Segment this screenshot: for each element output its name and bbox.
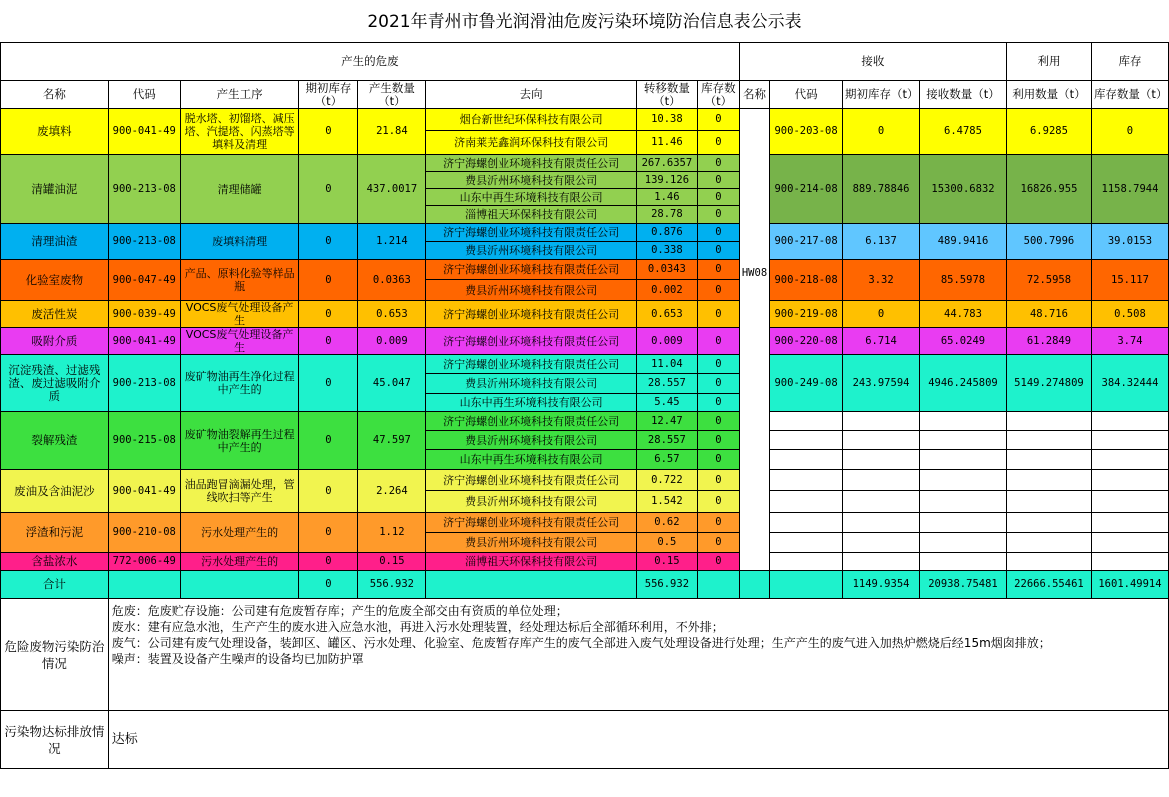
stock-amount: 0 (697, 450, 739, 470)
header-group-row (1, 43, 1169, 81)
destination-company: 山东中再生环境科技有限公司 (426, 450, 637, 470)
receive-code: 900-203-08 (770, 109, 843, 155)
table-row (1, 155, 1169, 172)
waste-process: 废填料清理 (180, 224, 299, 260)
stock-amount: 0 (697, 513, 739, 533)
opening-stock: 0 (299, 224, 358, 260)
receive-used: 61.2849 (1006, 328, 1091, 355)
empty-cell (920, 533, 1007, 553)
waste-process: VOCS废气处理设备产生 (180, 328, 299, 355)
empty-cell (920, 450, 1007, 470)
transfer-amount: 0.876 (636, 224, 697, 242)
table-row (1, 260, 1169, 280)
table-row (1, 224, 1169, 242)
waste-process: VOCS废气处理设备产生 (180, 301, 299, 328)
transfer-amount: 267.6357 (636, 155, 697, 172)
opening-stock: 0 (299, 470, 358, 513)
stock-amount: 0 (697, 155, 739, 172)
transfer-amount: 139.126 (636, 172, 697, 189)
opening-stock: 0 (299, 109, 358, 155)
waste-code: 900-047-49 (108, 260, 180, 301)
info-table (0, 42, 1169, 769)
waste-name: 废填料 (1, 109, 109, 155)
transfer-amount: 28.78 (636, 206, 697, 224)
empty-cell (697, 571, 739, 599)
stock-amount: 0 (697, 394, 739, 412)
produced-amount: 0.0363 (358, 260, 426, 301)
receive-received: 65.0249 (920, 328, 1007, 355)
empty-cell (1091, 412, 1168, 431)
header-row (1, 81, 1169, 109)
receive-opening: 6.137 (843, 224, 920, 260)
waste-name: 废油及含油泥沙 (1, 470, 109, 513)
compliance-value: 达标 (108, 711, 1168, 769)
column-header-produced: 产生数量（t） (358, 81, 426, 109)
stock-amount: 0 (697, 553, 739, 571)
total-stock: 1601.49914 (1091, 571, 1168, 599)
table-row (1, 301, 1169, 328)
empty-cell (843, 450, 920, 470)
waste-code: 900-213-08 (108, 155, 180, 224)
empty-cell (108, 571, 180, 599)
column-header-transfer: 转移数量（t） (636, 81, 697, 109)
column-header-stock: 库存数（t） (697, 81, 739, 109)
destination-company: 济宁海螺创业环境科技有限责任公司 (426, 301, 637, 328)
receive-opening: 6.714 (843, 328, 920, 355)
receive-stock: 384.32444 (1091, 355, 1168, 412)
empty-cell (843, 470, 920, 491)
opening-stock: 0 (299, 553, 358, 571)
empty-cell (1006, 513, 1091, 533)
column-header-name: 名称 (1, 81, 109, 109)
destination-company: 山东中再生环境科技有限公司 (426, 394, 637, 412)
empty-cell (1006, 553, 1091, 571)
table-row (1, 328, 1169, 355)
stock-amount: 0 (697, 280, 739, 301)
waste-code: 900-041-49 (108, 470, 180, 513)
total-used: 22666.55461 (1006, 571, 1091, 599)
transfer-amount: 0.15 (636, 553, 697, 571)
receive-used: 6.9285 (1006, 109, 1091, 155)
stock-amount: 0 (697, 412, 739, 431)
waste-code: 900-039-49 (108, 301, 180, 328)
total-received: 20938.75481 (920, 571, 1007, 599)
stock-amount: 0 (697, 470, 739, 491)
receive-opening: 889.78846 (843, 155, 920, 224)
transfer-amount: 28.557 (636, 374, 697, 394)
column-header-r-name: 名称 (739, 81, 769, 109)
total-opening: 0 (299, 571, 358, 599)
waste-process: 油品跑冒滴漏处理，管线吹扫等产生 (180, 470, 299, 513)
empty-cell (1006, 470, 1091, 491)
waste-process: 污水处理产生的 (180, 513, 299, 553)
receive-used: 500.7996 (1006, 224, 1091, 260)
empty-cell (843, 412, 920, 431)
total-transfer: 556.932 (636, 571, 697, 599)
prevention-line: 危废：危废贮存设施：公司建有危废暂存库；产生的危废全部交由有资质的单位处理； (111, 604, 568, 618)
waste-code: 772-006-49 (108, 553, 180, 571)
receive-stock: 0.508 (1091, 301, 1168, 328)
destination-company: 烟台新世纪环保科技有限公司 (426, 109, 637, 131)
total-receive-opening: 1149.9354 (843, 571, 920, 599)
opening-stock: 0 (299, 155, 358, 224)
opening-stock: 0 (299, 301, 358, 328)
column-header-opening: 期初库存（t） (299, 81, 358, 109)
receive-used: 5149.274809 (1006, 355, 1091, 412)
stock-amount: 0 (697, 260, 739, 280)
empty-cell (843, 553, 920, 571)
column-header-process: 产生工序 (180, 81, 299, 109)
produced-amount: 1.12 (358, 513, 426, 553)
stock-amount: 0 (697, 172, 739, 189)
transfer-amount: 0.009 (636, 328, 697, 355)
prevention-line: 废气：公司建有废气处理设备，装卸区、罐区、污水处理、化验室、危废暂存库产生的废气全部进入废气处理设备进行处理；生产产生的废气进入加热炉燃烧后经15m烟囱排放； (111, 636, 1051, 650)
total-produced: 556.932 (358, 571, 426, 599)
empty-cell (1006, 533, 1091, 553)
compliance-row (1, 711, 1169, 769)
receive-code: 900-214-08 (770, 155, 843, 224)
transfer-amount: 11.04 (636, 355, 697, 374)
stock-amount: 0 (697, 355, 739, 374)
destination-company: 费县沂州环境科技有限公司 (426, 491, 637, 513)
empty-cell (1006, 412, 1091, 431)
transfer-amount: 6.57 (636, 450, 697, 470)
opening-stock: 0 (299, 513, 358, 553)
empty-cell (1006, 431, 1091, 450)
waste-process: 产品、原料化验等样品瓶 (180, 260, 299, 301)
waste-code: 900-215-08 (108, 412, 180, 470)
waste-name: 含盐浓水 (1, 553, 109, 571)
waste-name: 浮渣和污泥 (1, 513, 109, 553)
stock-amount: 0 (697, 491, 739, 513)
receive-code: 900-219-08 (770, 301, 843, 328)
produced-amount: 0.15 (358, 553, 426, 571)
empty-cell (770, 470, 843, 491)
stock-group-header: 库存 (1091, 43, 1168, 81)
empty-cell (920, 513, 1007, 533)
column-header-r-code: 代码 (770, 81, 843, 109)
table-row (1, 412, 1169, 431)
destination-company: 济南莱芜鑫润环保科技有限公司 (426, 131, 637, 155)
destination-company: 济宁海螺创业环境科技有限责任公司 (426, 355, 637, 374)
table-row (1, 355, 1169, 374)
empty-cell (920, 491, 1007, 513)
transfer-amount: 0.0343 (636, 260, 697, 280)
receive-stock: 1158.7944 (1091, 155, 1168, 224)
table-row (1, 553, 1169, 571)
receive-received: 6.4785 (920, 109, 1007, 155)
transfer-amount: 12.47 (636, 412, 697, 431)
destination-company: 济宁海螺创业环境科技有限责任公司 (426, 260, 637, 280)
transfer-amount: 0.5 (636, 533, 697, 553)
destination-company: 济宁海螺创业环境科技有限责任公司 (426, 513, 637, 533)
receive-received: 4946.245809 (920, 355, 1007, 412)
empty-cell (426, 571, 637, 599)
waste-name: 裂解残渣 (1, 412, 109, 470)
empty-cell (180, 571, 299, 599)
receive-opening: 0 (843, 109, 920, 155)
receive-used: 48.716 (1006, 301, 1091, 328)
empty-cell (1091, 450, 1168, 470)
transfer-amount: 11.46 (636, 131, 697, 155)
transfer-amount: 0.002 (636, 280, 697, 301)
produced-amount: 45.047 (358, 355, 426, 412)
waste-name: 沉淀残渣、过滤残渣、废过滤吸附介质 (1, 355, 109, 412)
stock-amount: 0 (697, 328, 739, 355)
opening-stock: 0 (299, 260, 358, 301)
empty-cell (1091, 491, 1168, 513)
empty-cell (843, 491, 920, 513)
empty-cell (843, 431, 920, 450)
use-group-header: 利用 (1006, 43, 1091, 81)
empty-cell (770, 513, 843, 533)
empty-cell (1091, 553, 1168, 571)
receive-received: 489.9416 (920, 224, 1007, 260)
waste-code: 900-210-08 (108, 513, 180, 553)
transfer-amount: 5.45 (636, 394, 697, 412)
prevention-content (108, 599, 1168, 711)
produced-amount: 47.597 (358, 412, 426, 470)
waste-process: 废矿物油再生净化过程中产生的 (180, 355, 299, 412)
receive-opening: 0 (843, 301, 920, 328)
column-header-r-opening: 期初库存（t） (843, 81, 920, 109)
waste-name: 化验室废物 (1, 260, 109, 301)
stock-amount: 0 (697, 374, 739, 394)
stock-amount: 0 (697, 533, 739, 553)
waste-name: 清理油渣 (1, 224, 109, 260)
empty-cell (920, 470, 1007, 491)
empty-cell (1091, 431, 1168, 450)
destination-company: 淄博祖天环保科技有限公司 (426, 553, 637, 571)
destination-company: 济宁海螺创业环境科技有限责任公司 (426, 470, 637, 491)
compliance-label: 污染物达标排放情况 (1, 711, 109, 769)
receive-used: 16826.955 (1006, 155, 1091, 224)
destination-company: 费县沂州环境科技有限公司 (426, 431, 637, 450)
receive-category: HW08 (739, 109, 769, 571)
transfer-amount: 28.557 (636, 431, 697, 450)
empty-cell (920, 553, 1007, 571)
prevention-row (1, 599, 1169, 711)
waste-process: 脱水塔、初馏塔、减压塔、汽提塔、闪蒸塔等填料及清理 (180, 109, 299, 155)
prevention-label: 危险废物污染防治情况 (1, 599, 109, 711)
receive-received: 85.5978 (920, 260, 1007, 301)
empty-cell (770, 533, 843, 553)
opening-stock: 0 (299, 412, 358, 470)
stock-amount: 0 (697, 431, 739, 450)
totals-label: 合计 (1, 571, 109, 599)
empty-cell (843, 533, 920, 553)
prevention-line: 噪声：装置及设备产生噪声的设备均已加防护罩 (111, 652, 364, 666)
stock-amount: 0 (697, 224, 739, 242)
empty-cell (1006, 450, 1091, 470)
empty-cell (770, 412, 843, 431)
waste-process: 污水处理产生的 (180, 553, 299, 571)
produced-amount: 0.653 (358, 301, 426, 328)
receive-used: 72.5958 (1006, 260, 1091, 301)
waste-name: 吸附介质 (1, 328, 109, 355)
stock-amount: 0 (697, 189, 739, 206)
empty-cell (1006, 491, 1091, 513)
waste-code: 900-213-08 (108, 355, 180, 412)
table-row (1, 513, 1169, 533)
produced-amount: 437.0017 (358, 155, 426, 224)
column-header-destination: 去向 (426, 81, 637, 109)
waste-name: 废活性炭 (1, 301, 109, 328)
transfer-amount: 10.38 (636, 109, 697, 131)
transfer-amount: 0.62 (636, 513, 697, 533)
transfer-amount: 0.653 (636, 301, 697, 328)
destination-company: 费县沂州环境科技有限公司 (426, 280, 637, 301)
empty-cell (1091, 533, 1168, 553)
destination-company: 济宁海螺创业环境科技有限责任公司 (426, 328, 637, 355)
transfer-amount: 0.338 (636, 242, 697, 260)
table-row (1, 109, 1169, 131)
produced-amount: 21.84 (358, 109, 426, 155)
destination-company: 山东中再生环境科技有限公司 (426, 189, 637, 206)
empty-cell (1091, 513, 1168, 533)
empty-cell (920, 431, 1007, 450)
receive-stock: 0 (1091, 109, 1168, 155)
produced-amount: 2.264 (358, 470, 426, 513)
column-header-s-amount: 库存数量（t） (1091, 81, 1168, 109)
receive-stock: 3.74 (1091, 328, 1168, 355)
empty-cell (770, 450, 843, 470)
receive-code: 900-249-08 (770, 355, 843, 412)
waste-code: 900-041-49 (108, 109, 180, 155)
receive-code: 900-220-08 (770, 328, 843, 355)
empty-cell (770, 431, 843, 450)
stock-amount: 0 (697, 109, 739, 131)
waste-process: 清理储罐 (180, 155, 299, 224)
empty-cell (770, 491, 843, 513)
receive-stock: 39.0153 (1091, 224, 1168, 260)
destination-company: 济宁海螺创业环境科技有限责任公司 (426, 155, 637, 172)
destination-company: 济宁海螺创业环境科技有限责任公司 (426, 412, 637, 431)
receive-stock: 15.117 (1091, 260, 1168, 301)
receive-opening: 3.32 (843, 260, 920, 301)
empty-cell (739, 571, 769, 599)
empty-cell (770, 553, 843, 571)
destination-company: 费县沂州环境科技有限公司 (426, 533, 637, 553)
receive-received: 44.783 (920, 301, 1007, 328)
produced-amount: 1.214 (358, 224, 426, 260)
stock-amount: 0 (697, 301, 739, 328)
stock-amount: 0 (697, 206, 739, 224)
receive-opening: 243.97594 (843, 355, 920, 412)
opening-stock: 0 (299, 328, 358, 355)
column-header-r-received: 接收数量（t） (920, 81, 1007, 109)
sheet-title: 2021年青州市鲁光润滑油危废污染环境防治信息表公示表 (367, 12, 802, 32)
stock-amount: 0 (697, 242, 739, 260)
opening-stock: 0 (299, 355, 358, 412)
empty-cell (1091, 470, 1168, 491)
table-row (1, 470, 1169, 491)
waste-name: 清罐油泥 (1, 155, 109, 224)
column-header-u-amount: 利用数量（t） (1006, 81, 1091, 109)
produced-amount: 0.009 (358, 328, 426, 355)
prevention-line: 废水：建有应急水池，生产产生的废水进入应急水池，再进入污水处理装置，经处理达标后全部循环利用，不外排； (111, 620, 724, 634)
waste-code: 900-213-08 (108, 224, 180, 260)
empty-cell (920, 412, 1007, 431)
waste-process: 废矿物油裂解再生过程中产生的 (180, 412, 299, 470)
destination-company: 费县沂州环境科技有限公司 (426, 374, 637, 394)
receive-code: 900-217-08 (770, 224, 843, 260)
column-header-code: 代码 (108, 81, 180, 109)
receive-received: 15300.6832 (920, 155, 1007, 224)
empty-cell (843, 513, 920, 533)
destination-company: 费县沂州环境科技有限公司 (426, 242, 637, 260)
destination-company: 费县沂州环境科技有限公司 (426, 172, 637, 189)
transfer-amount: 0.722 (636, 470, 697, 491)
transfer-amount: 1.542 (636, 491, 697, 513)
produce-group-header: 产生的危废 (1, 43, 740, 81)
transfer-amount: 1.46 (636, 189, 697, 206)
totals-row (1, 571, 1169, 599)
destination-company: 济宁海螺创业环境科技有限责任公司 (426, 224, 637, 242)
receive-code: 900-218-08 (770, 260, 843, 301)
receive-group-header: 接收 (739, 43, 1006, 81)
empty-cell (770, 571, 843, 599)
destination-company: 淄博祖天环保科技有限公司 (426, 206, 637, 224)
waste-code: 900-041-49 (108, 328, 180, 355)
stock-amount: 0 (697, 131, 739, 155)
